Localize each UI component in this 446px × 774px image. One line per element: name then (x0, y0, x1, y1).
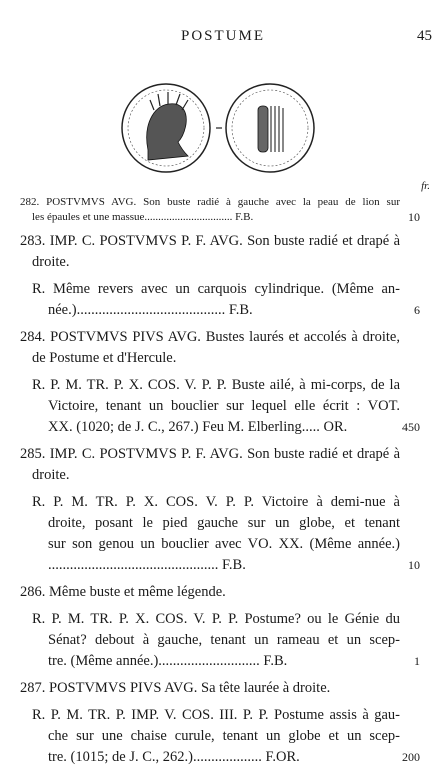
reverse-coin (226, 84, 314, 172)
entry-line: R. Même revers avec un carquois cylindrique. (Même an- (32, 281, 400, 297)
entry-line: droite, posant le pied gauche sur un globe, et tenant (48, 515, 400, 531)
entry-line: 286. Même buste et même légende. (20, 584, 226, 600)
catalogue-entry (20, 678, 400, 699)
entry-line: 285. IMP. C. POSTVMVS P. F. AVG. Son buste radié et drapé à (20, 446, 400, 462)
catalogue-entry (20, 195, 420, 225)
catalogue-entry (20, 279, 420, 321)
entry-line: che sur une chaise curule, tenant un globe et un scep- (48, 728, 400, 744)
entry-line: 282. POSTVMVS AVG. Son buste radié à gauche avec la peau de lion sur (20, 196, 400, 208)
entry-line: XX. (1020; de J. C., 267.) Feu M. Elberling..... OR. 450 (20, 417, 400, 438)
price-value: 6 (414, 303, 420, 317)
entry-line: R. P. M. TR. P. IMP. V. COS. III. P. P. Postume assis à gau- (32, 707, 400, 723)
column-header-francs: fr. (421, 180, 430, 192)
catalogue-entry (20, 609, 420, 672)
page-number: 45 (417, 28, 432, 44)
entry-line: les épaules et une massue................................ F.B. 10 (32, 210, 420, 224)
entry-line: Victoire, tenant un bouclier sur lequel elle écrit : VOT. (48, 398, 400, 414)
entry-line: née.)......................................... F.B. 6 (20, 300, 400, 321)
entry-line: Sénat? debout à gauche, tenant un rameau et un scep- (48, 632, 400, 648)
entry-line: sur son genou un bouclier avec VO. XX. (Même année.) (48, 536, 400, 552)
entry-line: tre. (Même année.)............................ F.B. 1 (20, 651, 400, 672)
catalogue-entries (20, 195, 420, 774)
coin-illustration (118, 80, 318, 176)
catalogue-entry (20, 492, 420, 576)
entry-line: ............................................... F.B. 10 (20, 555, 400, 576)
running-title: POSTUME (180, 28, 265, 44)
entry-line: tre. (1015; de J. C., 262.)................... F.OR. 200 (20, 747, 400, 768)
entry-line: R. P. M. TR. P. X. COS. V. P. P. Victoire à demi-nue à (32, 494, 400, 510)
entry-line: 283. IMP. C. POSTVMVS P. F. AVG. Son buste radié et drapé à (20, 233, 400, 249)
entry-line: droite. (32, 254, 70, 270)
catalogue-entry (20, 231, 400, 273)
catalogue-entry (20, 444, 400, 486)
catalogue-entry (20, 705, 420, 768)
entry-line: droite. (32, 467, 70, 483)
price-value: 10 (408, 558, 420, 572)
catalogue-entry (20, 375, 420, 438)
price-value: 450 (402, 420, 420, 434)
obverse-coin (122, 84, 210, 172)
catalogue-entry (20, 327, 400, 369)
catalogue-entry (20, 582, 400, 603)
entry-line: R. P. M. TR. P. X. COS. V. P. P. Buste ailé, à mi-corps, de la (32, 377, 400, 393)
entry-line: 287. POSTVMVS PIVS AVG. Sa tête laurée à droite. (20, 680, 331, 696)
price-value: 1 (414, 654, 420, 668)
entry-line: 284. POSTVMVS PIVS AVG. Bustes laurés et accolés à droite, (20, 329, 400, 345)
entry-line: R. P. M. TR. P. X. COS. V. P. P. Postume? ou le Génie du (32, 611, 400, 627)
entry-line: de Postume et d'Hercule. (32, 350, 177, 366)
price-value: 10 (408, 210, 420, 224)
price-value: 200 (402, 750, 420, 764)
